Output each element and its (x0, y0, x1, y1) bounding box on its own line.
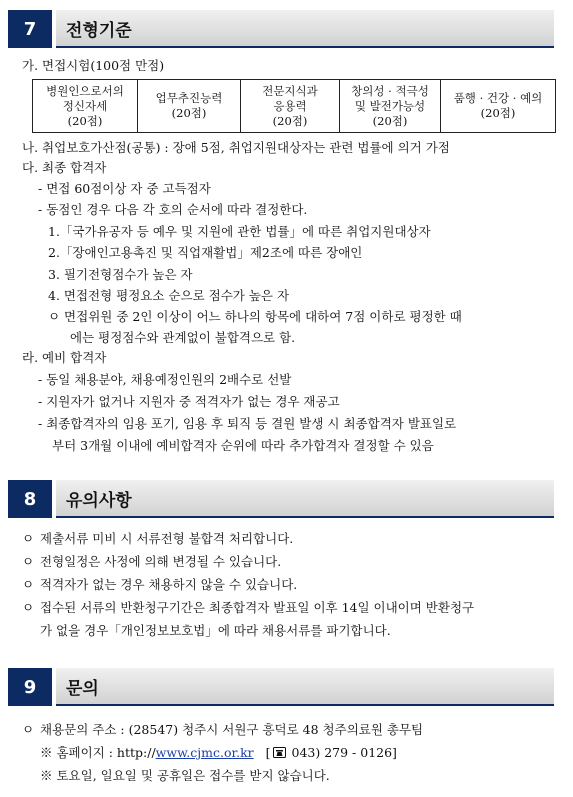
list-item: - 동점인 경우 다음 각 호의 순서에 따라 결정한다. (38, 202, 308, 217)
list-item: ㅇ 접수된 서류의 반환청구기간은 최종합격자 발표일 이후 14일 이내이며 반환청구 (22, 600, 475, 615)
table-cell: 전문지식과 응용력 (20점) (241, 80, 340, 133)
section-9-header (8, 668, 554, 706)
table-cell: 업무추진능력 (20점) (138, 80, 241, 133)
table-cell: 품행 · 건강 · 예의 (20점) (441, 80, 556, 133)
interview-heading: 가. 면접시험(100점 만점) (22, 58, 165, 73)
section-title: 유의사항 (56, 480, 554, 518)
bullet-icon: ㅇ (22, 554, 35, 569)
list-item: - 최종합격자의 임용 포기, 임용 후 퇴직 등 결원 발생 시 최종합격자 발표일로 (38, 416, 457, 431)
list-item: 2.「장애인고용촉진 및 직업재활법」제2조에 따른 장애인 (48, 245, 363, 260)
contact-address: ㅇ 채용문의 주소 : (28547) 청주시 서원구 흥덕로 48 청주의료원 총무팀 (22, 722, 424, 737)
bullet-icon: ㅇ (22, 722, 35, 737)
table-cell: 병원인으로서의 정신자세 (20점) (33, 80, 138, 133)
homepage-link[interactable]: www.cjmc.or.kr (155, 745, 254, 760)
list-item: 3. 필기전형점수가 높은 자 (48, 267, 193, 282)
section-7-header (8, 10, 554, 48)
bullet-icon: ㅇ (22, 577, 35, 592)
list-item: ㅇ 면접위원 중 2인 이상이 어느 하나의 항목에 대하여 7점 이하로 평정한 때 (48, 309, 462, 324)
list-item: ㅇ 적격자가 없는 경우 채용하지 않을 수 있습니다. (22, 577, 298, 592)
reserve-pass-heading: 라. 예비 합격자 (22, 350, 107, 365)
list-item: - 지원자가 없거나 지원자 중 적격자가 없는 경우 재공고 (38, 394, 340, 409)
list-item: 가 없을 경우「개인정보보호법」에 따라 채용서류를 파기합니다. (40, 623, 391, 638)
list-item: ㅇ 제출서류 미비 시 서류전형 불합격 처리합니다. (22, 531, 294, 546)
list-item: ㅇ 전형일정은 사정에 의해 변경될 수 있습니다. (22, 554, 282, 569)
section-title: 문의 (56, 668, 554, 706)
list-item: - 동일 채용분야, 채용예정인원의 2배수로 선발 (38, 372, 292, 387)
list-item: 부터 3개월 이내에 예비합격자 순위에 따라 추가합격자 결정할 수 있음 (52, 438, 434, 453)
final-pass-heading: 다. 최종 합격자 (22, 160, 107, 175)
contact-notice: ※ 토요일, 일요일 및 공휴일은 접수를 받지 않습니다. (40, 768, 330, 783)
list-item: - 면접 60점이상 자 중 고득점자 (38, 181, 211, 196)
section-number: 9 (8, 668, 52, 706)
interview-score-table (32, 79, 556, 133)
bonus-points-text: 나. 취업보호가산점(공통) : 장애 5점, 취업지원대상자는 관련 법률에 의거 가점 (22, 140, 450, 155)
section-number: 7 (8, 10, 52, 48)
list-item: 4. 면접전형 평정요소 순으로 점수가 높은 자 (48, 288, 290, 303)
list-item: 에는 평정점수와 관계없이 불합격으로 함. (70, 330, 296, 345)
contact-homepage: ※ 홈페이지 : http://www.cjmc.or.kr [ 043) 279 - 0126] (40, 745, 397, 760)
bullet-icon: ㅇ (22, 531, 35, 546)
section-number: 8 (8, 480, 52, 518)
section-8-header (8, 480, 554, 518)
list-item: 1.「국가유공자 등 예우 및 지원에 관한 법률」에 따른 취업지원대상자 (48, 224, 431, 239)
section-title: 전형기준 (56, 10, 554, 48)
table-cell: 창의성 · 적극성 및 발전가능성 (20점) (340, 80, 441, 133)
bullet-icon: ㅇ (22, 600, 35, 615)
phone-icon (273, 747, 286, 758)
